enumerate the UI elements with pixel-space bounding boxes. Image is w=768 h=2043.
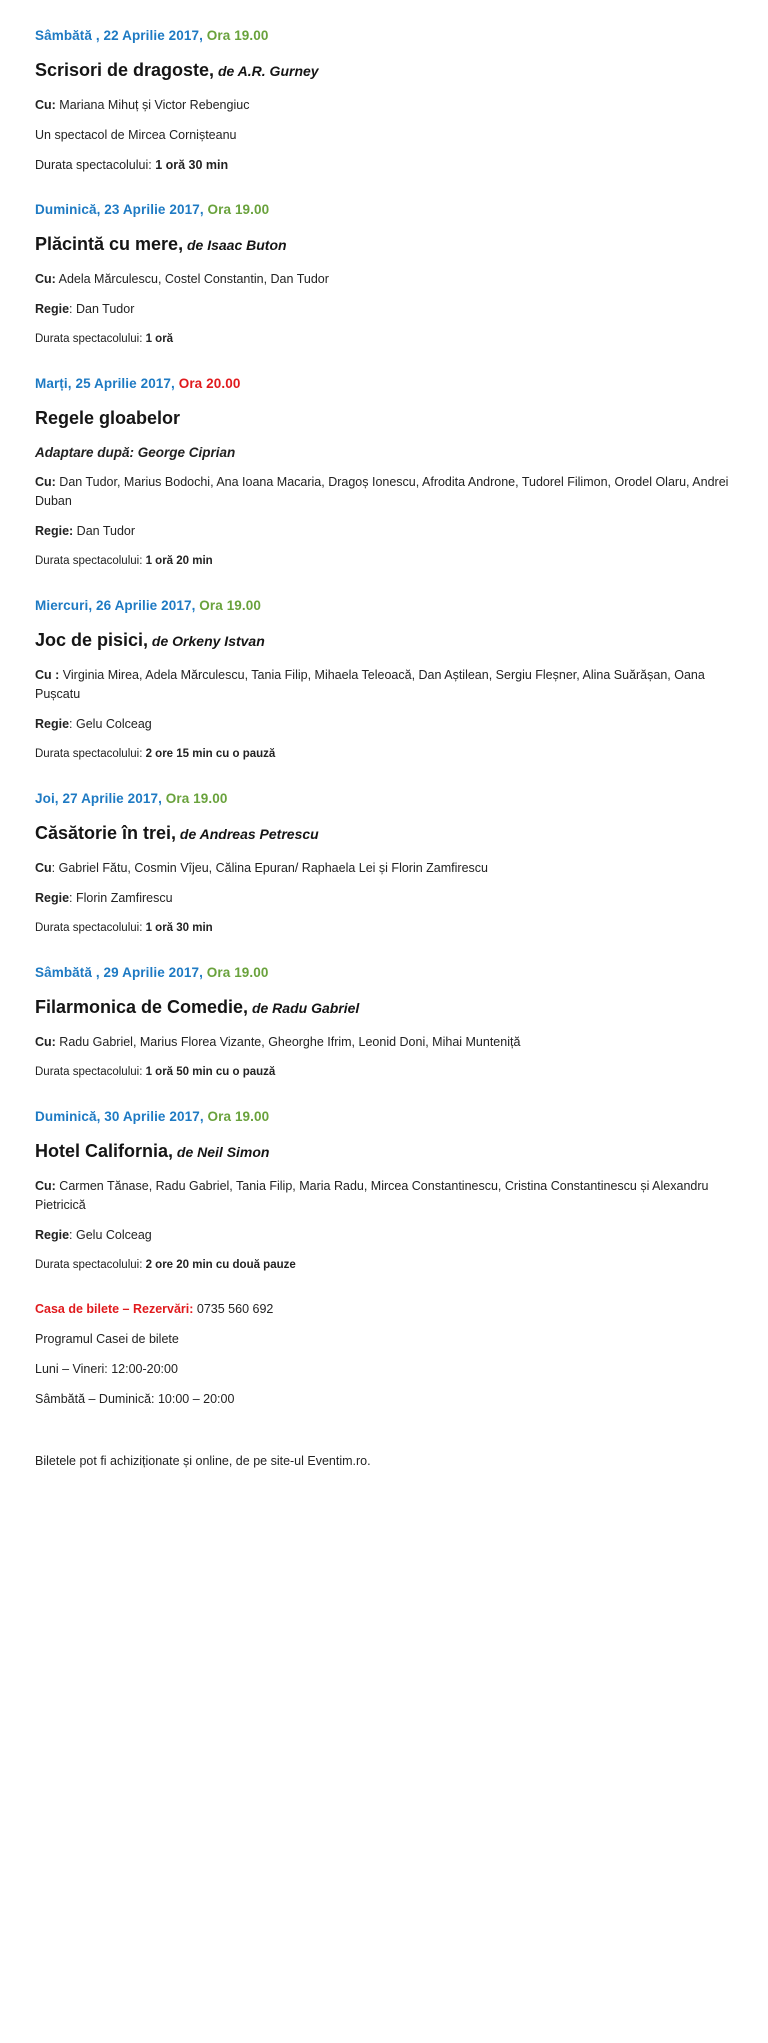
event-detail-line [35,473,732,511]
detail-text: : Gelu Colceag [69,1228,152,1242]
program-content [35,26,732,1471]
event-detail-line [35,1256,732,1275]
event-date-line [35,200,732,219]
detail-text: Durata spectacolului: [35,555,146,567]
detail-label: Cu: [35,1179,56,1193]
event-title-line [35,628,732,654]
event-date: Duminică, 23 Aprilie 2017, [35,202,204,217]
event-detail-line [35,126,732,145]
box-office-weekday-hours: Luni – Vineri: 12:00-20:00 [35,1362,178,1376]
detail-label: Cu: [35,98,56,112]
event-date-line [35,963,732,982]
detail-text: Durata spectacolului: [35,748,146,760]
event-detail-line [35,715,732,734]
event-detail-line [35,1177,732,1215]
event-detail-line [35,745,732,764]
detail-text: Virginia Mirea, Adela Mărculescu, Tania Filip, Mihaela Teleoacă, Dan Aștilean, Sergiu Fleșner, Alina Suărășan, Oana Pușcatu [35,668,705,701]
event-date: Duminică, 30 Aprilie 2017, [35,1109,204,1124]
event-detail-line [35,666,732,704]
detail-label: Cu: [35,272,56,286]
event-date: Sâmbătă , 22 Aprilie 2017, [35,28,203,43]
events-list [35,26,732,1275]
event-title: Căsătorie în trei, [35,823,177,843]
event [35,1107,732,1275]
event-date: Miercuri, 26 Aprilie 2017, [35,598,196,613]
detail-label: 1 oră 20 min [145,555,213,567]
event [35,789,732,938]
event-date-line [35,596,732,615]
event-detail-line [35,330,732,349]
event-time: Ora 19.00 [195,598,261,613]
detail-label: Regie [35,1228,70,1242]
detail-label: 2 ore 20 min cu două pauze [145,1259,296,1271]
event-author: de Isaac Buton [183,237,287,253]
event-author: de Andreas Petrescu [176,826,319,842]
event-title-line [35,406,732,431]
detail-label: 2 ore 15 min cu o pauză [145,748,276,760]
event-title: Plăcintă cu mere, [35,234,184,254]
event-date-line [35,789,732,808]
event-title-line [35,58,732,84]
event-title: Regele gloabelor [35,408,181,428]
detail-label: 1 oră 30 min [155,158,229,172]
detail-text: Durata spectacolului: [35,1066,146,1078]
event-detail-line [35,1033,732,1052]
detail-text: Mariana Mihuț și Victor Rebengiuc [55,98,250,112]
detail-label: Regie: [35,524,74,538]
event-author: de Orkeny Istvan [148,633,265,649]
event-time: Ora 19.00 [203,202,270,217]
detail-text: : Gelu Colceag [69,717,152,731]
event [35,963,732,1082]
detail-text: Adela Mărculescu, Costel Constantin, Dan Tudor [55,272,329,286]
event-title-line [35,821,732,847]
event-detail-line [35,522,732,541]
detail-text: Carmen Tănase, Radu Gabriel, Tania Filip, Maria Radu, Mircea Constantinescu, Cristina Constantinescu și Alexandru Pietricică [35,1179,709,1212]
online-tickets-note: Biletele pot fi achiziționate și online, de pe site-ul Eventim.ro. [35,1454,371,1468]
detail-label: Cu [35,861,52,875]
event-title-line [35,1139,732,1165]
event-time: Ora 19.00 [203,1109,270,1124]
event-detail-line [35,859,732,878]
detail-label: 1 oră [145,333,174,345]
event-author: de A.R. Gurney [214,63,319,79]
detail-text: Dan Tudor [73,524,136,538]
event-title: Scrisori de dragoste, [35,60,215,80]
detail-label: Regie [35,891,70,905]
event-date: Joi, 27 Aprilie 2017, [35,791,162,806]
event-detail-line [35,270,732,289]
detail-text: Durata spectacolului: [35,1259,146,1271]
event-date-line [35,1107,732,1126]
detail-label: Regie [35,717,70,731]
detail-label: Cu: [35,1035,56,1049]
detail-text: Durata spectacolului: [35,333,146,345]
event-detail-line [35,96,732,115]
event-detail-line [35,552,732,571]
box-office-label: Casa de bilete – Rezervări: [35,1302,194,1316]
detail-label: Cu: [35,475,56,489]
box-office-schedule-heading: Programul Casei de bilete [35,1332,179,1346]
detail-text: : Florin Zamfirescu [69,891,173,905]
event-title-line [35,995,732,1021]
event-title: Filarmonica de Comedie, [35,997,249,1017]
event-detail-line [35,1226,732,1245]
event-author: de Neil Simon [173,1144,270,1160]
detail-text: Durata spectacolului: [35,158,156,172]
event [35,374,732,571]
event [35,200,732,349]
box-office-title-line [35,1300,732,1319]
event-detail-line [35,1063,732,1082]
event [35,26,732,175]
event-date-line [35,26,732,45]
box-office-section [35,1300,732,1471]
event-title: Joc de pisici, [35,630,149,650]
detail-text: Dan Tudor, Marius Bodochi, Ana Ioana Macaria, Dragoș Ionescu, Afrodita Androne, Tudorel Filimon, Orodel Olaru, Andrei Duban [35,475,729,508]
event-time: Ora 19.00 [202,28,269,43]
detail-text: : Dan Tudor [69,302,135,316]
event-time: Ora 19.00 [202,965,269,980]
event-date: Sâmbătă , 29 Aprilie 2017, [35,965,203,980]
detail-text: Durata spectacolului: [35,922,146,934]
event-date: Marți, 25 Aprilie 2017, [35,376,175,391]
event-subtitle: Adaptare după: George Ciprian [35,445,236,460]
event-title-line [35,232,732,258]
detail-text: Radu Gabriel, Marius Florea Vizante, Gheorghe Ifrim, Leonid Doni, Mihai Munteniță [55,1035,521,1049]
detail-label: 1 oră 50 min cu o pauză [145,1066,276,1078]
event-detail-line [35,889,732,908]
detail-text: : Gabriel Fătu, Cosmin Vîjeu, Călina Epuran/ Raphaela Lei și Florin Zamfirescu [51,861,488,875]
event-date-line [35,374,732,393]
event-time: Ora 19.00 [161,791,228,806]
event-time: Ora 20.00 [174,376,241,391]
box-office-phone: 0735 560 692 [193,1302,274,1316]
detail-text: Un spectacol de Mircea Cornișteanu [35,128,237,142]
event-title: Hotel California, [35,1141,174,1161]
event-author: de Radu Gabriel [248,1000,360,1016]
event-detail-line [35,300,732,319]
box-office-weekend-hours: Sâmbătă – Duminică: 10:00 – 20:00 [35,1392,235,1406]
detail-label: Regie [35,302,70,316]
detail-label: 1 oră 30 min [145,922,213,934]
event-detail-line [35,156,732,175]
event-detail-line [35,919,732,938]
event [35,596,732,764]
detail-label: Cu : [35,668,60,682]
